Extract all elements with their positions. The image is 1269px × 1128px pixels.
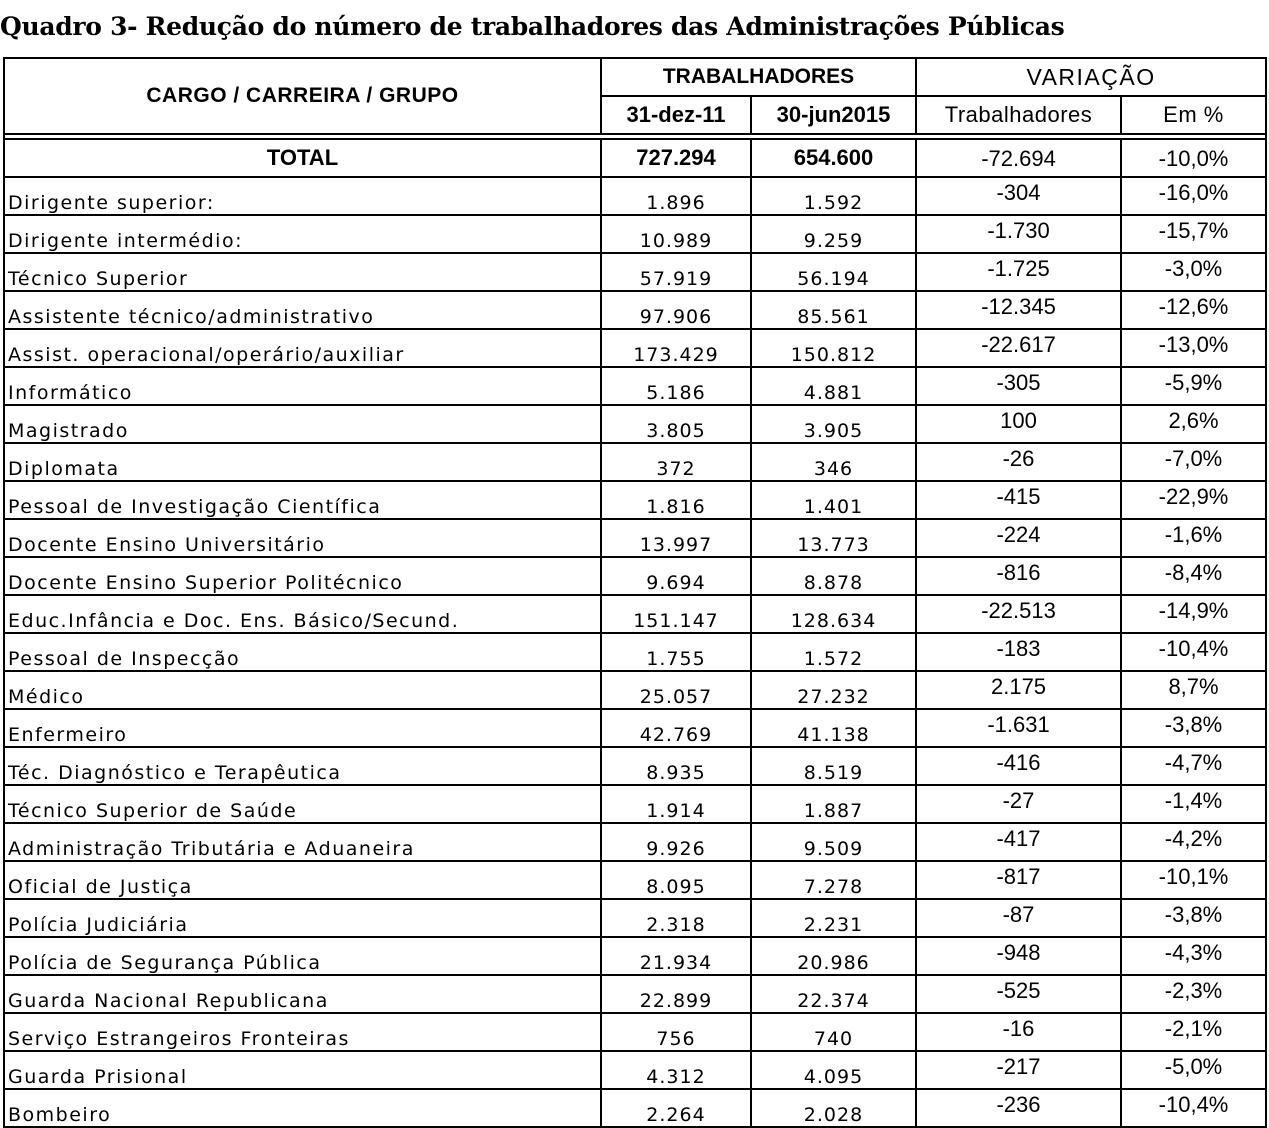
row-cargo: Pessoal de Investigação Científica xyxy=(4,481,601,519)
row-variation: -1.730 xyxy=(916,215,1121,253)
row-date-1: 173.429 xyxy=(601,329,751,367)
row-date-2: 9.259 xyxy=(751,215,916,253)
row-date-1: 9.694 xyxy=(601,557,751,595)
row-pct: -8,4% xyxy=(1121,557,1266,595)
row-cargo: Informático xyxy=(4,367,601,405)
row-date-1: 3.805 xyxy=(601,405,751,443)
row-variation: -1.725 xyxy=(916,253,1121,291)
row-date-1: 756 xyxy=(601,1013,751,1051)
row-date-2: 41.138 xyxy=(751,709,916,747)
table-row xyxy=(4,443,1266,481)
row-cargo: Assistente técnico/administrativo xyxy=(4,291,601,329)
row-cargo: Polícia de Segurança Pública xyxy=(4,937,601,975)
row-date-1: 1.914 xyxy=(601,785,751,823)
table-row xyxy=(4,861,1266,899)
row-date-1: 25.057 xyxy=(601,671,751,709)
row-cargo: Dirigente intermédio: xyxy=(4,215,601,253)
row-date-1: 2.318 xyxy=(601,899,751,937)
header-var-trabalhadores: Trabalhadores xyxy=(916,96,1121,134)
header-variacao: VARIAÇÃO xyxy=(916,58,1266,96)
row-date-2: 1.887 xyxy=(751,785,916,823)
row-date-1: 4.312 xyxy=(601,1051,751,1089)
row-date-1: 1.816 xyxy=(601,481,751,519)
row-date-2: 3.905 xyxy=(751,405,916,443)
row-cargo: Serviço Estrangeiros Fronteiras xyxy=(4,1013,601,1051)
row-variation: -816 xyxy=(916,557,1121,595)
table-row xyxy=(4,291,1266,329)
row-date-1: 42.769 xyxy=(601,709,751,747)
row-date-1: 97.906 xyxy=(601,291,751,329)
row-date-2: 7.278 xyxy=(751,861,916,899)
row-pct: -14,9% xyxy=(1121,595,1266,633)
row-pct: -16,0% xyxy=(1121,177,1266,215)
row-date-1: 2.264 xyxy=(601,1089,751,1127)
row-pct: -3,0% xyxy=(1121,253,1266,291)
row-variation: -224 xyxy=(916,519,1121,557)
table-row xyxy=(4,671,1266,709)
table-title: Quadro 3- Redução do número de trabalhadores das Administrações Públicas xyxy=(0,12,1065,41)
row-pct: -4,2% xyxy=(1121,823,1266,861)
row-date-2: 56.194 xyxy=(751,253,916,291)
row-pct: -4,7% xyxy=(1121,747,1266,785)
table-row xyxy=(4,367,1266,405)
row-date-1: 1.755 xyxy=(601,633,751,671)
row-pct: -5,9% xyxy=(1121,367,1266,405)
total-row xyxy=(4,139,1266,177)
row-pct: -5,0% xyxy=(1121,1051,1266,1089)
row-variation: -22.513 xyxy=(916,595,1121,633)
row-variation: -22.617 xyxy=(916,329,1121,367)
row-cargo: Administração Tributária e Aduaneira xyxy=(4,823,601,861)
row-date-2: 1.401 xyxy=(751,481,916,519)
row-variation: 2.175 xyxy=(916,671,1121,709)
row-date-2: 13.773 xyxy=(751,519,916,557)
table-row xyxy=(4,823,1266,861)
row-date-2: 4.881 xyxy=(751,367,916,405)
row-cargo: Pessoal de Inspecção xyxy=(4,633,601,671)
row-cargo: Médico xyxy=(4,671,601,709)
row-date-1: 57.919 xyxy=(601,253,751,291)
row-variation: -817 xyxy=(916,861,1121,899)
table-row xyxy=(4,215,1266,253)
row-variation: -416 xyxy=(916,747,1121,785)
row-date-1: 21.934 xyxy=(601,937,751,975)
row-date-2: 27.232 xyxy=(751,671,916,709)
table-row xyxy=(4,899,1266,937)
row-cargo: Polícia Judiciária xyxy=(4,899,601,937)
row-date-1: 1.896 xyxy=(601,177,751,215)
table-row xyxy=(4,481,1266,519)
row-pct: -7,0% xyxy=(1121,443,1266,481)
table-row xyxy=(4,1089,1266,1127)
row-date-2: 22.374 xyxy=(751,975,916,1013)
row-date-1: 9.926 xyxy=(601,823,751,861)
row-cargo: Guarda Nacional Republicana xyxy=(4,975,601,1013)
row-variation: -183 xyxy=(916,633,1121,671)
row-variation: -16 xyxy=(916,1013,1121,1051)
row-date-2: 4.095 xyxy=(751,1051,916,1089)
row-cargo: Oficial de Justiça xyxy=(4,861,601,899)
row-date-2: 20.986 xyxy=(751,937,916,975)
row-pct: -12,6% xyxy=(1121,291,1266,329)
table-row xyxy=(4,633,1266,671)
row-date-2: 2.231 xyxy=(751,899,916,937)
total-pct: -10,0% xyxy=(1121,139,1266,177)
row-date-1: 13.997 xyxy=(601,519,751,557)
table-row xyxy=(4,595,1266,633)
row-cargo: Docente Ensino Superior Politécnico xyxy=(4,557,601,595)
row-pct: -10,4% xyxy=(1121,1089,1266,1127)
row-date-2: 346 xyxy=(751,443,916,481)
row-variation: 100 xyxy=(916,405,1121,443)
row-pct: -3,8% xyxy=(1121,709,1266,747)
row-date-2: 1.592 xyxy=(751,177,916,215)
row-variation: -87 xyxy=(916,899,1121,937)
row-pct: -10,1% xyxy=(1121,861,1266,899)
table-row xyxy=(4,177,1266,215)
row-date-2: 85.561 xyxy=(751,291,916,329)
row-cargo: Guarda Prisional xyxy=(4,1051,601,1089)
row-cargo: Diplomata xyxy=(4,443,601,481)
row-date-2: 1.572 xyxy=(751,633,916,671)
header-var-pct: Em % xyxy=(1121,96,1266,134)
row-variation: -12.345 xyxy=(916,291,1121,329)
table-row xyxy=(4,253,1266,291)
row-pct: -2,3% xyxy=(1121,975,1266,1013)
row-date-1: 22.899 xyxy=(601,975,751,1013)
total-date-2: 654.600 xyxy=(751,139,916,177)
table-row xyxy=(4,519,1266,557)
table-row xyxy=(4,329,1266,367)
row-date-2: 8.519 xyxy=(751,747,916,785)
row-cargo: Assist. operacional/operário/auxiliar xyxy=(4,329,601,367)
header-date-1: 31-dez-11 xyxy=(601,96,751,134)
table-row xyxy=(4,937,1266,975)
table-row xyxy=(4,747,1266,785)
row-cargo: Dirigente superior: xyxy=(4,177,601,215)
row-variation: -948 xyxy=(916,937,1121,975)
table-row xyxy=(4,557,1266,595)
total-date-1: 727.294 xyxy=(601,139,751,177)
table-row xyxy=(4,1013,1266,1051)
row-pct: -3,8% xyxy=(1121,899,1266,937)
table-row xyxy=(4,785,1266,823)
header-date-2: 30-jun2015 xyxy=(751,96,916,134)
table-row xyxy=(4,1051,1266,1089)
row-pct: -15,7% xyxy=(1121,215,1266,253)
header-trabalhadores: TRABALHADORES xyxy=(601,58,916,96)
row-variation: -417 xyxy=(916,823,1121,861)
row-pct: -13,0% xyxy=(1121,329,1266,367)
table-row xyxy=(4,975,1266,1013)
row-variation: -27 xyxy=(916,785,1121,823)
row-variation: -525 xyxy=(916,975,1121,1013)
row-variation: -26 xyxy=(916,443,1121,481)
row-cargo: Docente Ensino Universitário xyxy=(4,519,601,557)
row-date-1: 8.935 xyxy=(601,747,751,785)
row-pct: -22,9% xyxy=(1121,481,1266,519)
row-cargo: Educ.Infância e Doc. Ens. Básico/Secund. xyxy=(4,595,601,633)
row-date-1: 8.095 xyxy=(601,861,751,899)
row-date-1: 372 xyxy=(601,443,751,481)
row-cargo: Enfermeiro xyxy=(4,709,601,747)
row-date-1: 5.186 xyxy=(601,367,751,405)
row-pct: -10,4% xyxy=(1121,633,1266,671)
header-cargo: CARGO / CARREIRA / GRUPO xyxy=(4,58,601,134)
row-date-2: 128.634 xyxy=(751,595,916,633)
row-pct: 8,7% xyxy=(1121,671,1266,709)
row-date-2: 150.812 xyxy=(751,329,916,367)
row-pct: 2,6% xyxy=(1121,405,1266,443)
total-label: TOTAL xyxy=(4,139,601,177)
row-date-2: 2.028 xyxy=(751,1089,916,1127)
row-pct: -2,1% xyxy=(1121,1013,1266,1051)
row-date-1: 10.989 xyxy=(601,215,751,253)
workers-table xyxy=(3,57,1267,1128)
row-variation: -304 xyxy=(916,177,1121,215)
row-date-2: 740 xyxy=(751,1013,916,1051)
row-date-1: 151.147 xyxy=(601,595,751,633)
row-date-2: 8.878 xyxy=(751,557,916,595)
row-cargo: Téc. Diagnóstico e Terapêutica xyxy=(4,747,601,785)
row-pct: -4,3% xyxy=(1121,937,1266,975)
table-row xyxy=(4,709,1266,747)
row-variation: -305 xyxy=(916,367,1121,405)
row-variation: -1.631 xyxy=(916,709,1121,747)
table-row xyxy=(4,405,1266,443)
row-cargo: Bombeiro xyxy=(4,1089,601,1127)
row-pct: -1,4% xyxy=(1121,785,1266,823)
row-pct: -1,6% xyxy=(1121,519,1266,557)
row-cargo: Técnico Superior de Saúde xyxy=(4,785,601,823)
row-cargo: Técnico Superior xyxy=(4,253,601,291)
total-variation: -72.694 xyxy=(916,139,1121,177)
row-date-2: 9.509 xyxy=(751,823,916,861)
row-variation: -217 xyxy=(916,1051,1121,1089)
row-variation: -415 xyxy=(916,481,1121,519)
row-cargo: Magistrado xyxy=(4,405,601,443)
row-variation: -236 xyxy=(916,1089,1121,1127)
